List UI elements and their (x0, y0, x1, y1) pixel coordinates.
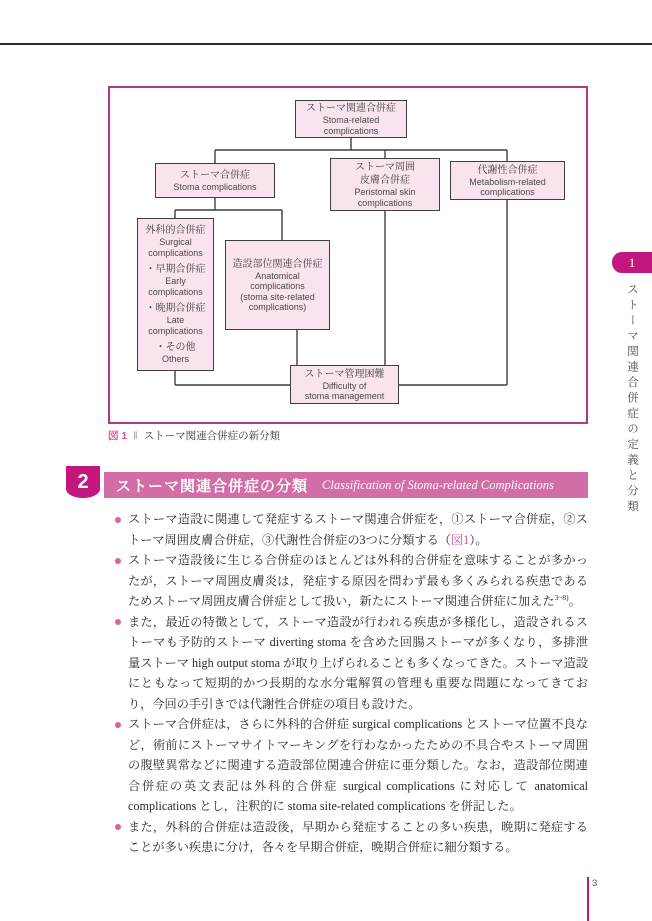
diagram-box-surgical (137, 218, 214, 371)
diagram-box-line: complications) (248, 302, 307, 312)
page-number-rule (587, 877, 589, 921)
diagram-box-line: complications (148, 325, 203, 336)
diagram-box-line: complications (148, 247, 203, 258)
bullet-item (115, 509, 588, 550)
bullet-list (115, 509, 588, 858)
figure-caption-label: 図 1 (108, 430, 128, 442)
bullet-item (115, 817, 588, 858)
diagram-box-line: stoma management (304, 391, 385, 401)
diagram-box-line: Anatomical (255, 270, 300, 281)
diagram-box-line: complications (357, 197, 413, 208)
bullet-item (115, 550, 588, 612)
diagram-box-line: complications (148, 286, 203, 297)
diagram-box-line: Late (166, 315, 185, 326)
figure-caption-separator: ‖ (133, 430, 138, 442)
diagram-box-line: Stoma complications (173, 181, 257, 192)
bullet-text-segment: ストーマ造設に関連して発症するストーマ関連合併症を，①ストーマ合併症，②ストーマ周囲皮膚合併症，③代謝性合併症の3つに分類する（ (128, 512, 588, 547)
chapter-number-badge: 1 (612, 252, 652, 273)
section-number-badge: 2 (66, 466, 100, 498)
diagram-box-line: ・晩期合併症 (145, 303, 206, 315)
bullet-dot (115, 619, 121, 625)
figure-caption (108, 428, 280, 443)
bullet-text-segment: 。 (568, 594, 581, 608)
diagram-box-line: Stoma-related (322, 115, 380, 125)
figure-frame (108, 86, 588, 424)
section-header (0, 466, 652, 502)
diagram-box-line: ストーマ周囲 (355, 162, 415, 173)
bullet-dot (115, 722, 121, 728)
diagram-box-metabolism (450, 161, 565, 200)
chapter-label: ストーマ関連合併症の定義と分類 (626, 283, 638, 516)
bullet-item (115, 714, 588, 817)
diagram-box-line: Difficulty of (322, 380, 367, 391)
section-title-bar (104, 472, 588, 498)
bullet-dot (115, 558, 121, 564)
diagram-box-peristomal (330, 158, 440, 211)
bullet-text-segment: ）。 (469, 532, 488, 547)
bullet-item (115, 612, 588, 715)
bullet-text-segment: 図1 (450, 532, 470, 547)
diagram-box-line: Others (161, 354, 189, 365)
diagram-box-management (290, 365, 399, 404)
diagram-box-line: ストーマ関連合併症 (306, 103, 396, 114)
diagram-box-line: Peristomal skin (354, 187, 416, 197)
diagram-box-line: Metabolism-related (469, 176, 546, 187)
diagram-box-line: 外科的合併症 (145, 225, 206, 237)
diagram-box-line: complications (480, 187, 535, 197)
diagram-box-root (295, 100, 407, 138)
bullet-text-segment: また，外科的合併症は造設後，早期から発症することの多い疾患，晩期に発症することが多い疾患に分け，各々を早期合併症，晩期合併症に細分類する。 (128, 819, 588, 854)
figure-caption-text: ストーマ関連合併症の新分類 (143, 430, 281, 442)
bullet-dot (115, 517, 121, 523)
bullet-dot (115, 824, 121, 830)
diagram-box-line: 皮膚合併症 (360, 175, 410, 186)
diagram-box-line: complications (250, 281, 305, 291)
diagram-box-line: 造設部位関連合併症 (232, 258, 323, 270)
diagram-box-stoma (155, 163, 275, 198)
section-title-jp: ストーマ関連合併症の分類 (116, 477, 309, 495)
diagram-box-line: ・その他 (155, 342, 196, 354)
diagram-box-line: (stoma site-related (240, 291, 315, 302)
page-number: 3 (592, 878, 598, 889)
bullet-text-segment: ストーマ造設後に生じる合併症のほとんどは外科的合併症を意味することが多かったが，ストーマ周囲皮膚炎は，発症する原因を問わず最も多くみられる疾患であるためストーマ周囲皮膚合併症として扱い，新たにストーマ関連合併症に加えた (128, 553, 588, 608)
diagram-box-line: 代謝性合併症 (477, 164, 538, 176)
diagram-box-line: ストーマ合併症 (180, 169, 250, 181)
diagram-box-line: ・早期合併症 (145, 264, 206, 276)
diagram-box-anatomical (225, 240, 330, 330)
section-title-en: Classification of Stoma-related Complications (322, 477, 554, 492)
diagram-box-line: Surgical (159, 237, 192, 248)
diagram-box-line: complications (323, 125, 379, 136)
bullet-text-segment: 3~8) (554, 592, 569, 602)
diagram-box-line: ストーマ管理困難 (304, 368, 385, 380)
top-rule (0, 43, 652, 45)
bullet-text-segment: また，最近の特徴として，ストーマ造設が行われる疾患が多様化し，造設されるストーマも予防的ストーマ diverting stoma を含めた回腸ストーマが多くなり，多排泄量ストーマ high output stoma が取り上げられることも多くなってきた。ストーマ造設にともなって短期的かつ長期的な水分電解質の管理も重要な問題になってきており，今回の手引きでは代謝性合併症の項目も設けた。 (128, 614, 588, 711)
diagram-box-line: Early (165, 276, 186, 287)
bullet-text-segment: ストーマ合併症は，さらに外科的合併症 surgical complications とストーマ位置不良など，術前にストーマサイトマーキングを行わなかったための不具合やストーマ周囲の腹壁異常などに関連する造設部位関連合併症に亜分類した。なお，造設部位関連合併症の英文表記は外科的合併症 surgical complications に対応して anatomical complications とし，注釈的に stoma site-related complications を併記した。 (128, 717, 588, 813)
